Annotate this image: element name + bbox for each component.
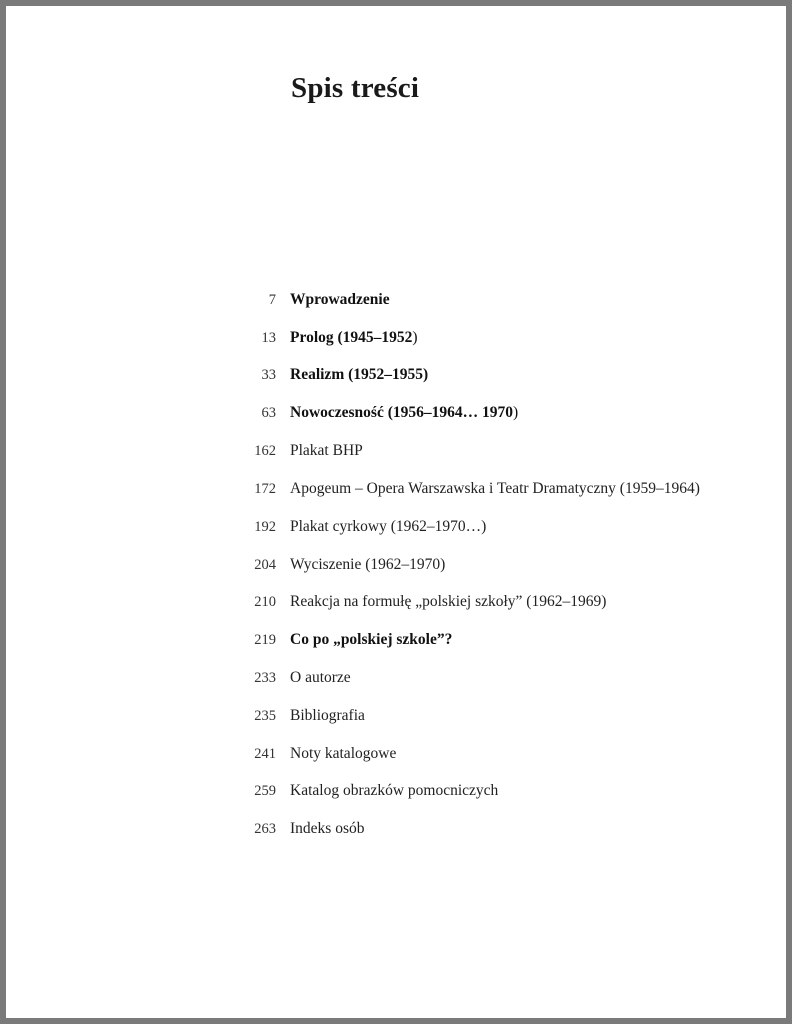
toc-entry-title: Noty katalogowe <box>290 745 397 762</box>
toc-entry-title: Realizm (1952–1955) <box>290 366 429 383</box>
toc-entry-title: Co po „polskiej szkole”? <box>290 631 453 648</box>
document-page <box>6 6 786 1018</box>
toc-entry-title: O autorze <box>290 669 351 686</box>
toc-entry-title-text: Prolog (1945–1952 <box>290 329 413 346</box>
toc-entry-title: Wprowadzenie <box>290 291 390 308</box>
toc-entry-title: Wyciszenie (1962–1970) <box>290 556 446 573</box>
toc-entry <box>6 665 786 691</box>
toc-entry <box>6 438 786 464</box>
toc-entry-title: Apogeum – Opera Warszawska i Teatr Dramatyczny (1959–1964) <box>290 480 700 497</box>
toc-entry <box>6 514 786 540</box>
toc-entry <box>6 703 786 729</box>
toc-page-number: 210 <box>254 594 276 610</box>
toc-page-number: 233 <box>254 670 276 686</box>
toc-entry <box>6 362 786 388</box>
toc-entry-title: Reakcja na formułę „polskiej szkoły” (1962–1969) <box>290 593 607 610</box>
toc-entry-title: Plakat BHP <box>290 442 363 459</box>
toc-page-number: 259 <box>254 783 276 799</box>
toc-entry <box>6 741 786 767</box>
toc-entry <box>6 325 786 351</box>
toc-page-number: 13 <box>261 330 276 346</box>
toc-page-number: 162 <box>254 443 276 459</box>
toc-entry-title-text: Nowoczesność (1956–1964… 1970 <box>290 404 514 421</box>
toc-page-number: 63 <box>261 405 276 421</box>
toc-entry <box>6 627 786 653</box>
toc-page-number: 235 <box>254 708 276 724</box>
toc-entry <box>6 589 786 615</box>
toc-page-number: 7 <box>268 292 276 308</box>
toc-entry-title-suffix: ) <box>513 404 519 421</box>
page-title: Spis treści <box>291 72 420 104</box>
toc-entry-title <box>290 325 418 351</box>
toc-entry-title <box>290 400 518 426</box>
toc-entry-title: Katalog obrazków pomocniczych <box>290 782 499 799</box>
toc-entry-title: Plakat cyrkowy (1962–1970…) <box>290 518 487 535</box>
toc-page-number: 241 <box>254 746 276 762</box>
toc-page-number: 219 <box>254 632 276 648</box>
toc-entry <box>6 476 786 502</box>
toc-page-number: 204 <box>254 557 276 573</box>
toc-entry <box>6 287 786 313</box>
toc-entry <box>6 552 786 578</box>
toc-entry <box>6 816 786 842</box>
toc-entry <box>6 778 786 804</box>
toc-page-number: 172 <box>254 481 276 497</box>
toc-entry-title: Bibliografia <box>290 707 365 724</box>
toc-page-number: 192 <box>254 519 276 535</box>
toc-entry-title-suffix: ) <box>412 329 418 346</box>
toc-entry-title: Indeks osób <box>290 820 365 837</box>
toc-page-number: 33 <box>261 367 276 383</box>
toc-page-number: 263 <box>254 821 276 837</box>
toc-entry <box>6 400 786 426</box>
